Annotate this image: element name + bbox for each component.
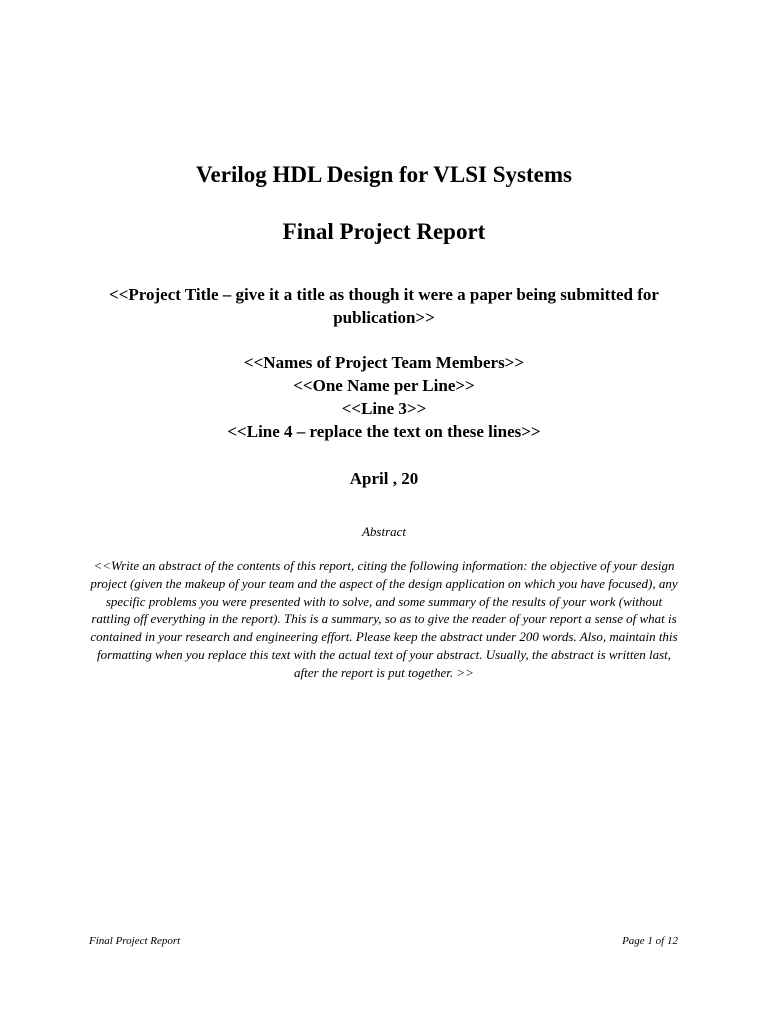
report-date: April , 20 [349, 469, 419, 488]
team-line: <<Names of Project Team Members>> [243, 353, 525, 372]
footer-page-number: Page 1 of 12 [622, 935, 678, 947]
project-title: <<Project Title – give it a title as though it were a paper being submitted for publication>> [109, 285, 659, 327]
report-title: Final Project Report [282, 219, 486, 244]
abstract-heading: Abstract [361, 524, 407, 539]
team-line: <<Line 4 – replace the text on these lines>> [227, 422, 541, 441]
team-members [90, 351, 678, 443]
team-line: <<One Name per Line>> [293, 376, 475, 395]
abstract-body: <<Write an abstract of the contents of this report, citing the following information: the objective of your design project (given the makeup of your team and the aspect of the design application on which you have focused), any specific problems you were presented with to solve, and some summary of the results of your work (without rattling off everything in the report). This is a summary, so as to give the reader of your report a sense of what is contained in your research and engineering effort. Please keep the abstract under 200 words. Also, maintain this formatting when you replace this text with the actual text of your abstract. Usually, the abstract is written last, after the report is put together. >> [90, 558, 678, 680]
footer-title: Final Project Report [89, 935, 181, 947]
team-line: <<Line 3>> [341, 399, 427, 418]
course-title: Verilog HDL Design for VLSI Systems [196, 162, 572, 187]
